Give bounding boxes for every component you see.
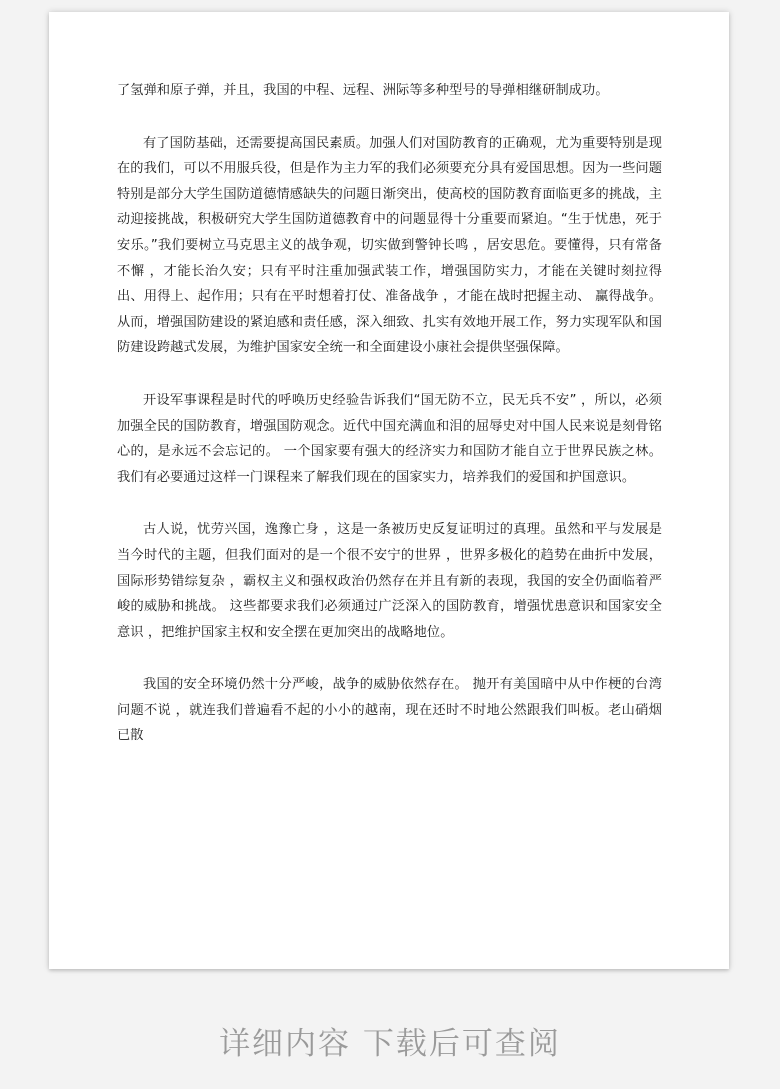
document-page[interactable] <box>49 12 729 969</box>
paragraph-1: 了氢弹和原子弹，并且，我国的中程、远程、洲际等多种型号的导弹相继研制成功。 <box>117 83 609 98</box>
paragraph-2: 有了国防基础，还需要提高国民素质。加强人们对国防教育的正确观，尤为重要特别是现在的我们，可以不用服兵役，但是作为主力军的我们必须要充分具有爱国思想。因为一些问题特别是部分大学生国防道德情感缺失的问题日渐突出，使高校的国防教育面临更多的挑战，主动迎接挑战，积极研究大学生国防道德教育中的问题显得十分重要而紧迫。“生于忧患，死于安乐。”我们要树立马克思主义的战争观，切实做到警钟长鸣 ，居安思危。要懂得，只有常备不懈 ，才能长治久安；只有平时注重加强武装工作，增强国防实力，才能在关键时刻拉得出、用得上、起作用；只有在平时想着打仗、准备战争 ，才能在战时把握主动、 赢得战争。从而，增强国防建设的紧迫感和责任感，深入细致、扎实有效地开展工作，努力实现军队和国防建设跨越式发展，为维护国家安全统一和全面建设小康社会提供坚强保障。 <box>117 135 662 356</box>
paragraph-5: 我国的安全环境仍然十分严峻，战争的威胁依然存在。 抛开有美国暗中从中作梗的台湾问题不说 ，就连我们普遍看不起的小小的越南，现在还时不时地公然跟我们叫板。老山硝烟已散 <box>117 677 662 744</box>
paragraph-3: 开设军事课程是时代的呼唤历史经验告诉我们“国无防不立，民无兵不安” ，所以，必须加强全民的国防教育，增强国防观念。近代中国充满血和泪的屈辱史对中国人民来说是刻骨铭心的，是永远不会忘记的。 一个国家要有强大的经济实力和国防才能自立于世界民族之林。我们有必要通过这样一门课程来了解我们现在的国家实力，培养我们的爱国和护国意识。 <box>117 392 662 485</box>
paragraph-4: 古人说，忧劳兴国，逸豫亡身 ，这是一条被历史反复证明过的真理。虽然和平与发展是当今时代的主题，但我们面对的是一个很不安宁的世界 ，世界多极化的趋势在曲折中发展，国际形势错综复杂 ，霸权主义和强权政治仍然存在并且有新的表现，我国的安全仍面临着严峻的威胁和挑战。 这些都要求我们必须通过广泛深入的国防教育，增强忧患意识和国家安全意识 ，把维护国家主权和安全摆在更加突出的战略地位。 <box>117 522 662 640</box>
document-body <box>117 78 662 776</box>
download-prompt[interactable]: 详细内容 下载后可查阅 <box>219 1026 561 1062</box>
